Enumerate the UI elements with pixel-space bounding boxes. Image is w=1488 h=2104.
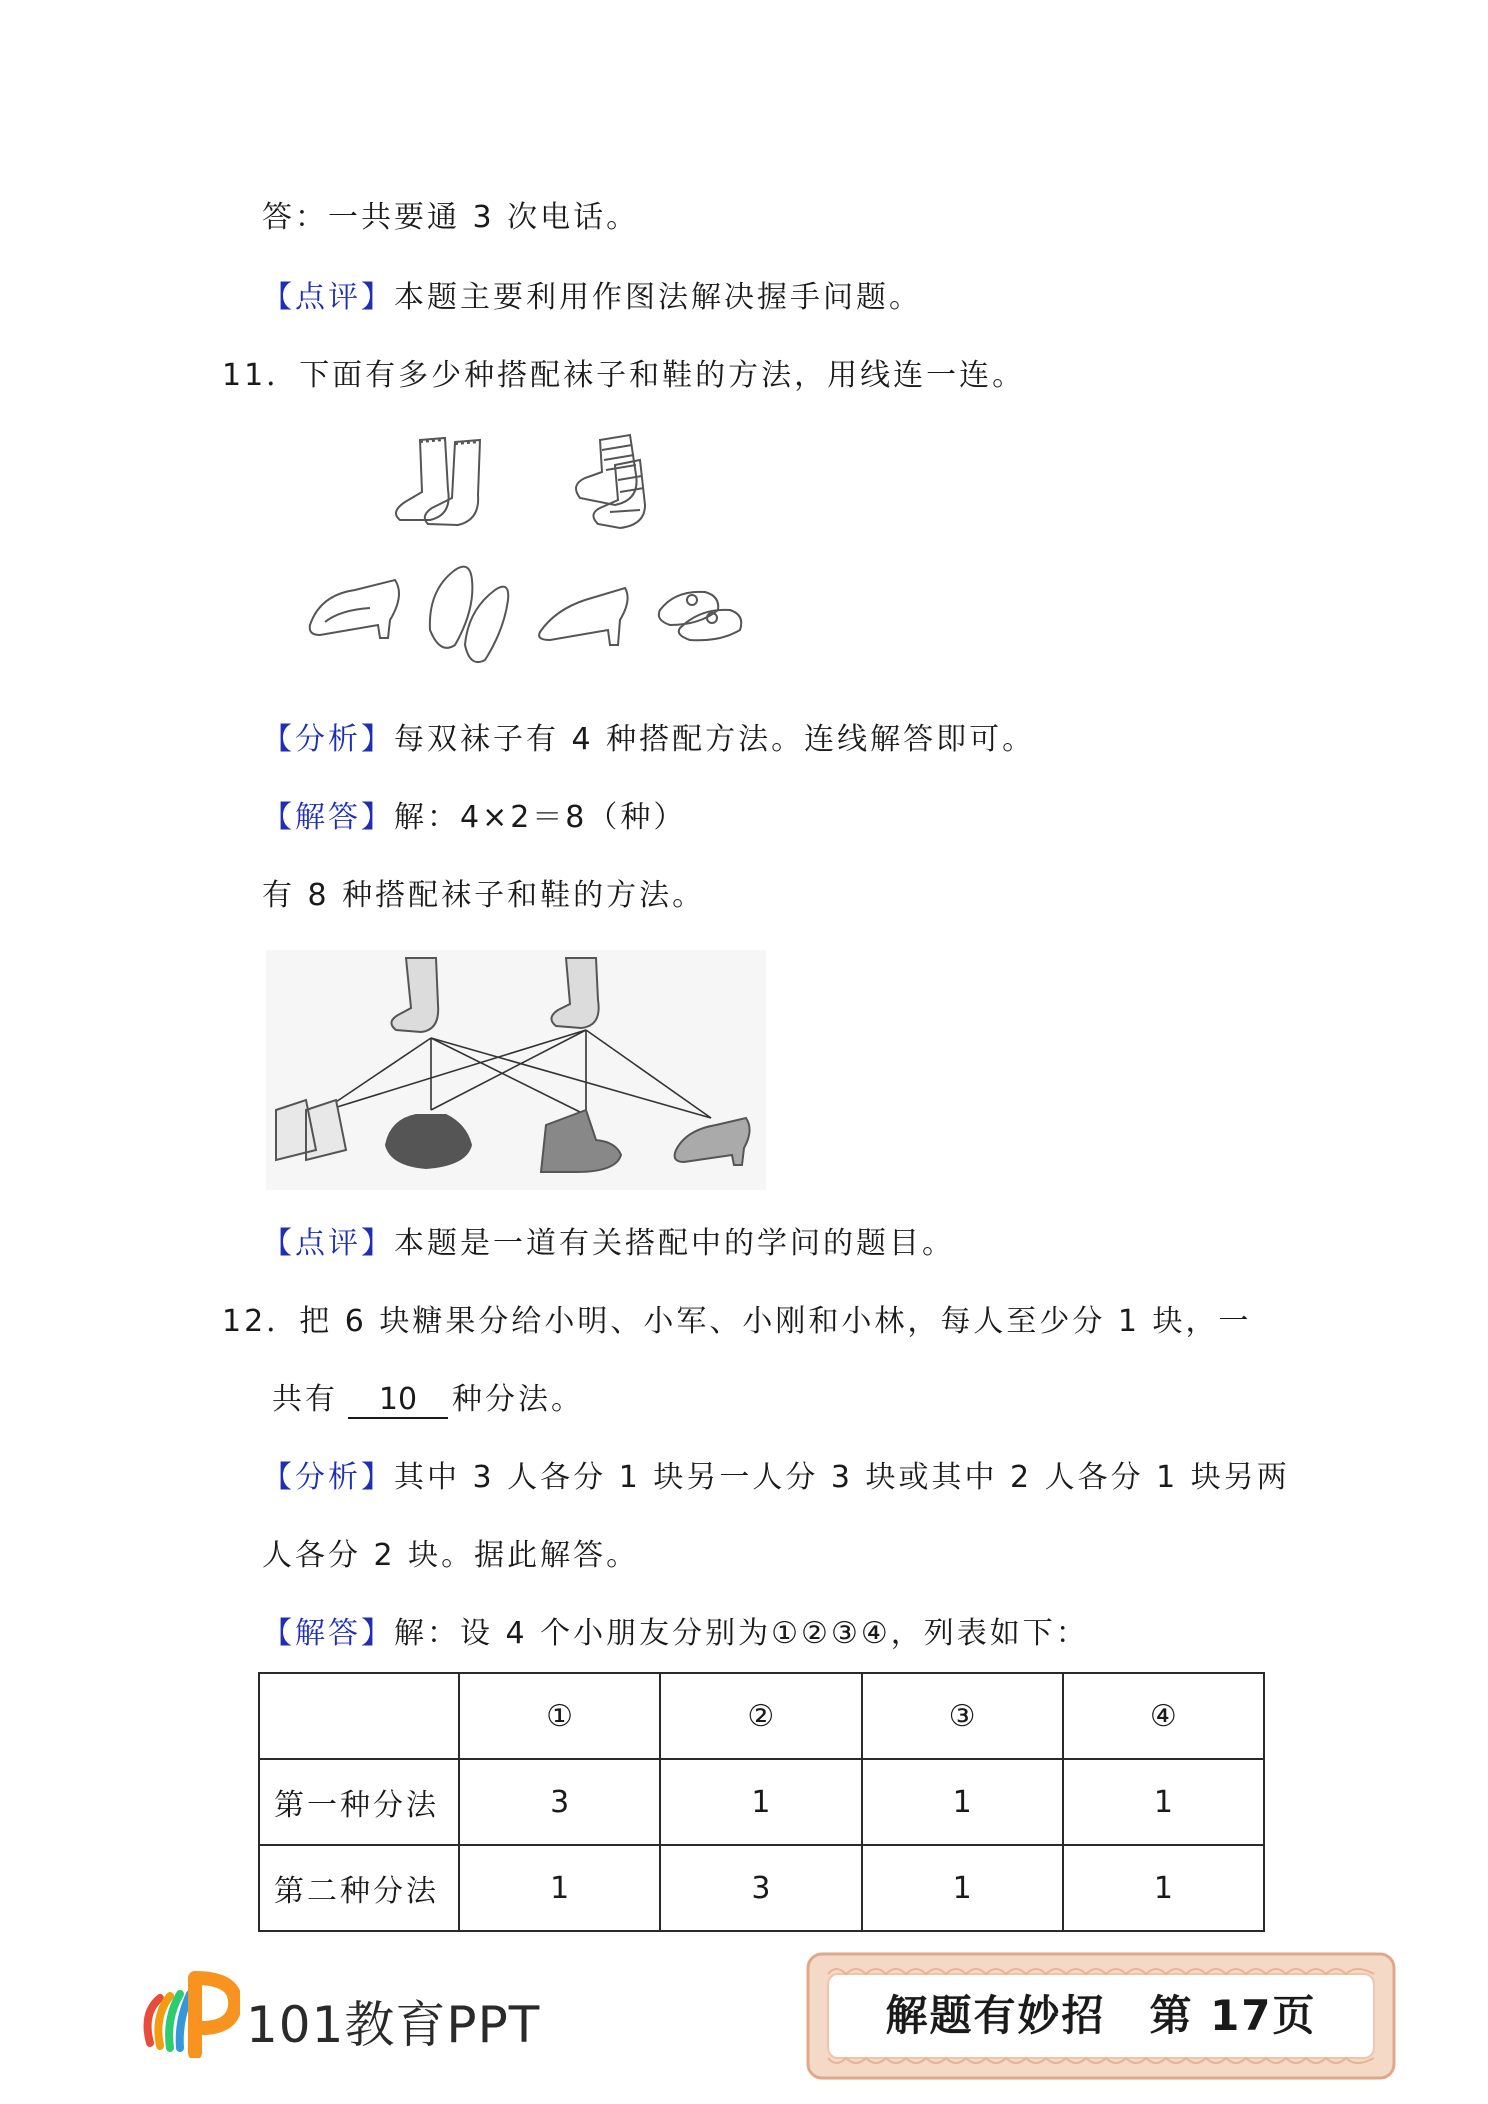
sock-icon [425,440,480,525]
comment-line-q11 [262,1224,955,1264]
solution-text: 解：设 4 个小朋友分别为①②③④，列表如下： [394,1616,1089,1651]
question-number: 11． [222,358,300,393]
table-cell: 1 [1063,1759,1264,1845]
analysis-line-q12-cont: 人各分 2 块。据此解答。 [262,1538,640,1573]
table-cell: 1 [660,1759,861,1845]
page-badge-text: 解题有妙招 第 17页 [885,1991,1317,2040]
question-text: 把 6 块糖果分给小明、小军、小刚和小林，每人至少分 1 块，一 [299,1304,1252,1339]
table-header-cell: ② [660,1673,861,1759]
heel-shoe-icon [539,588,627,645]
question-text: 下面有多少种搭配袜子和鞋的方法，用线连一连。 [299,358,1026,393]
analysis-tag: 【分析】 [262,1460,394,1495]
brand-logo-icon [140,1968,240,2058]
analysis-tag: 【分析】 [262,722,394,757]
socks-shoes-figure [280,420,840,690]
question-12 [222,1302,1252,1342]
table-cell: 1 [862,1759,1063,1845]
solution-line [262,798,686,838]
solution-tag: 【解答】 [262,1616,394,1651]
comment-text: 本题主要利用作图法解决握手问题。 [394,280,922,315]
question-12-line2 [272,1380,584,1420]
row-label: 第二种分法 [259,1845,459,1931]
solution-text: 解：4×2＝8（种） [394,800,687,835]
solution-tag: 【解答】 [262,800,394,835]
question-11 [222,356,1025,396]
table-cell: 1 [862,1845,1063,1931]
question-number: 12． [222,1304,300,1339]
comment-tag: 【点评】 [262,280,394,315]
answer-line: 答：一共要通 3 次电话。 [262,200,640,235]
table-row [259,1759,1264,1845]
comment-line [262,278,922,318]
brand-name: 101教育PPT [246,1996,541,2054]
table-row [259,1845,1264,1931]
analysis-text: 其中 3 人各分 1 块另一人分 3 块或其中 2 人各分 1 块另两 [394,1460,1290,1495]
comment-text: 本题是一道有关搭配中的学问的题目。 [394,1226,955,1261]
sock-icon [396,438,449,520]
table-cell: 1 [1063,1845,1264,1931]
question-text-post: 种分法。 [452,1382,584,1417]
distribution-table [258,1672,1265,1932]
analysis-line-q12 [262,1458,1290,1498]
analysis-text: 每双袜子有 4 种搭配方法。连线解答即可。 [394,722,1036,757]
question-text-pre: 共有 [272,1382,338,1417]
table-cell: 1 [459,1845,660,1931]
skate-icon [276,1100,346,1160]
comment-tag: 【点评】 [262,1226,394,1261]
answer-blank: 10 [348,1383,448,1419]
solution-line-q12 [262,1614,1089,1654]
table-cell: 3 [660,1845,861,1931]
row-label: 第一种分法 [259,1759,459,1845]
table-header-row [259,1673,1264,1759]
table-header-cell: ① [459,1673,660,1759]
matching-figure [266,950,766,1190]
table-header-cell [259,1673,459,1759]
sneaker-icon [386,1115,471,1168]
answer-line-q11: 有 8 种搭配袜子和鞋的方法。 [262,878,706,913]
table-header-cell: ③ [862,1673,1063,1759]
analysis-line [262,720,1035,760]
table-cell: 3 [459,1759,660,1845]
table-header-cell: ④ [1063,1673,1264,1759]
